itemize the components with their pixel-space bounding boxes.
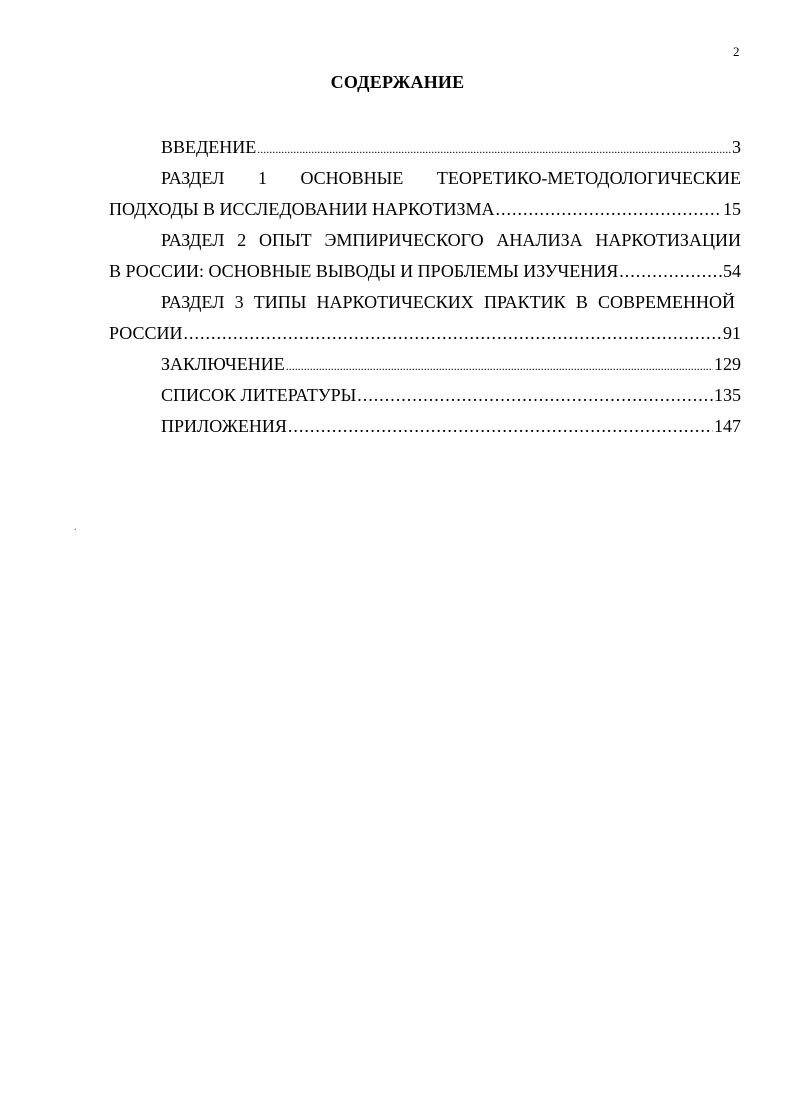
toc-entry-introduction[interactable]	[109, 132, 741, 163]
dot-leader	[257, 134, 731, 165]
heading-word: ПРАКТИК	[483, 292, 566, 312]
heading-word: РАЗДЕЛ	[161, 292, 225, 312]
toc-entry-section-1[interactable]	[109, 163, 741, 225]
scan-artifact-dot: .	[74, 522, 77, 533]
toc-entry-bibliography[interactable]	[109, 380, 741, 411]
heading-word: РАЗДЕЛ	[161, 230, 225, 250]
heading-word: НАРКОТИЗАЦИИ	[595, 230, 741, 250]
toc-entry-label: В РОССИИ: ОСНОВНЫЕ ВЫВОДЫ И ПРОБЛЕМЫ ИЗУЧЕНИЯ	[109, 261, 619, 281]
toc-entry-page: 54	[723, 261, 741, 281]
heading-word: НАРКОТИЧЕСКИХ	[316, 292, 474, 312]
toc-entry-heading-line	[109, 163, 741, 194]
heading-word: СОВРЕМЕННОЙ	[597, 292, 735, 312]
toc-entry-heading-line	[109, 287, 741, 318]
dot-leader	[183, 318, 722, 349]
toc-entry-conclusion[interactable]	[109, 349, 741, 380]
toc-entry-heading-line	[109, 225, 741, 256]
toc-entry-page: 129	[714, 354, 741, 374]
toc-entry-label: ПРИЛОЖЕНИЯ	[161, 416, 287, 436]
toc-entry-label: РОССИИ	[109, 323, 183, 343]
toc-entry-page: 147	[714, 416, 741, 436]
heading-word: ТЕОРЕТИКО-МЕТОДОЛОГИЧЕСКИЕ	[436, 168, 741, 188]
heading-word: 2	[237, 230, 247, 250]
dot-leader	[288, 411, 713, 442]
toc-entry-page: 91	[723, 323, 741, 343]
toc-entry-page: 3	[732, 137, 741, 157]
heading-word: ТИПЫ	[253, 292, 307, 312]
heading-word: ОСНОВНЫЕ	[300, 168, 404, 188]
heading-word: 3	[234, 292, 244, 312]
toc-entry-section-3[interactable]	[109, 287, 741, 349]
toc-entry-label: СПИСОК ЛИТЕРАТУРЫ	[161, 385, 357, 405]
heading-word: АНАЛИЗА	[496, 230, 583, 250]
toc-entry-section-2[interactable]	[109, 225, 741, 287]
page-number: 2	[733, 44, 740, 59]
toc-entry-page: 135	[714, 385, 741, 405]
heading-word: ЭМПИРИЧЕСКОГО	[324, 230, 484, 250]
toc-entry-label: ВВЕДЕНИЕ	[161, 137, 257, 157]
toc-entry-label: ПОДХОДЫ В ИССЛЕДОВАНИИ НАРКОТИЗМА	[109, 199, 495, 219]
table-of-contents	[109, 132, 741, 442]
toc-entry-label: ЗАКЛЮЧЕНИЕ	[161, 354, 285, 374]
toc-entry-page: 15	[723, 199, 741, 219]
toc-entry-appendices[interactable]	[109, 411, 741, 442]
dot-leader	[286, 351, 713, 382]
dot-leader	[357, 380, 713, 411]
toc-title: СОДЕРЖАНИЕ	[330, 72, 465, 92]
heading-word: В	[575, 292, 588, 312]
heading-word: ОПЫТ	[258, 230, 312, 250]
dot-leader	[619, 256, 722, 287]
heading-word: 1	[257, 168, 267, 188]
dot-leader	[496, 194, 722, 225]
heading-word: РАЗДЕЛ	[161, 168, 225, 188]
